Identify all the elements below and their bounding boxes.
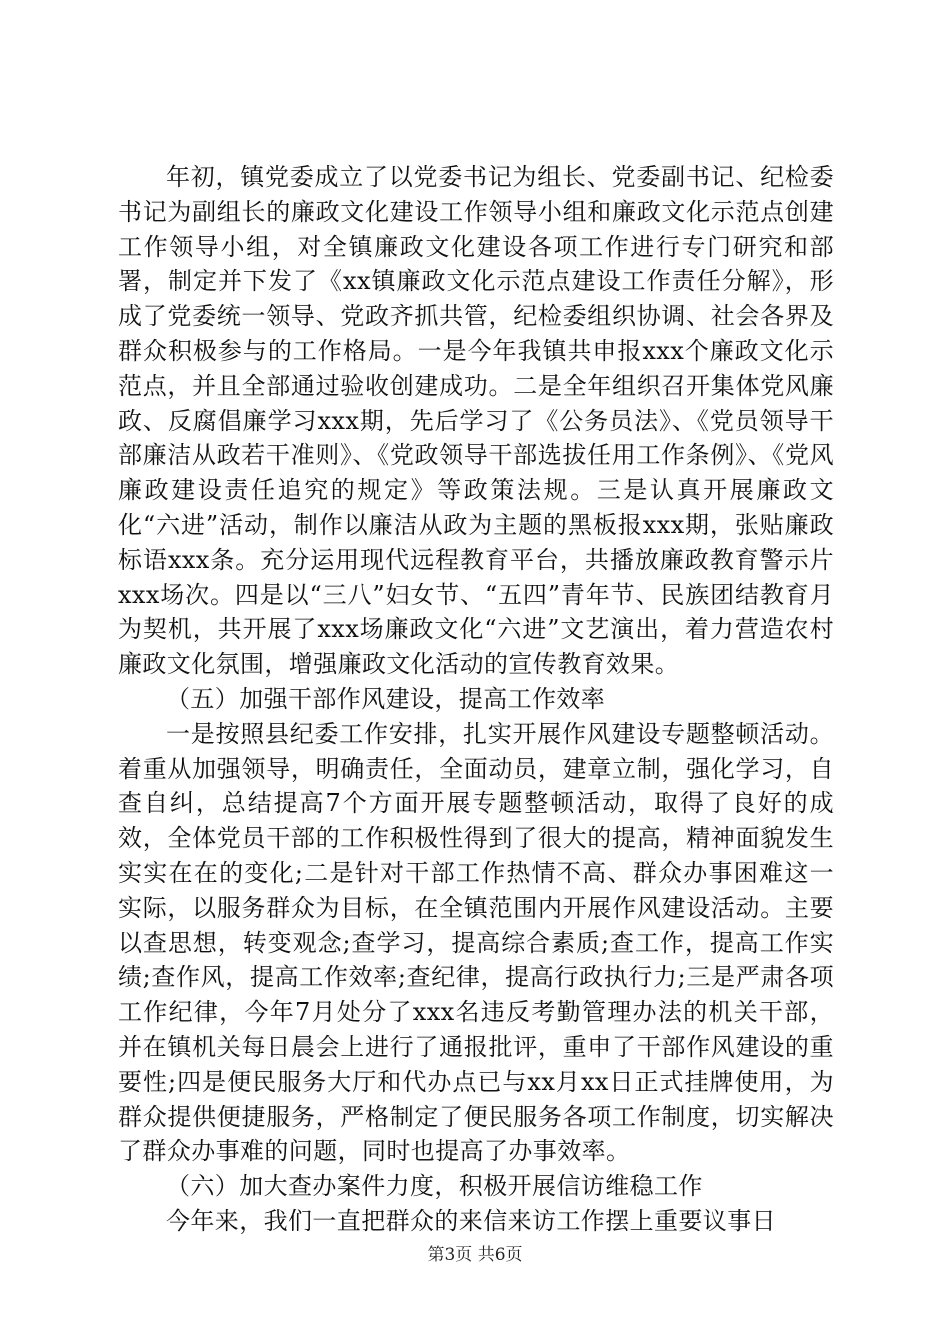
paragraph-anti-corruption-culture: 年初，镇党委成立了以党委书记为组长、党委副书记、纪检委书记为副组长的廉政文化建设工作领导小组和廉政文化示范点创建工作领导小组，对全镇廉政文化建设各项工作进行专门研究和部署，制定并下发了《xx镇廉政文化示范点建设工作责任分解》，形成了党委统一领导、党政齐抓共管，纪检委组织协调、社会各界及群众积极参与的工作格局。一是今年我镇共申报xxx个廉政文化示范点，并且全部通过验收创建成功。二是全年组织召开集体党风廉政、反腐倡廉学习xxx期，先后学习了《公务员法》、《党员领导干部廉洁从政若干准则》、《党政领导干部选拔任用工作条例》、《党风廉政建设责任追究的规定》等政策法规。三是认真开展廉政文化“六进”活动，制作以廉洁从政为主题的黑板报xxx期，张贴廉政标语xxx条。充分运用现代远程教育平台，共播放廉政教育警示片xxx场次。四是以“三八”妇女节、“五四”青年节、民族团结教育月为契机，共开展了xxx场廉政文化“六进”文艺演出，着力营造农村廉政文化氛围，增强廉政文化活动的宣传教育效果。: [118, 163, 834, 679]
section-heading-6: （六）加大查办案件力度，积极开展信访维稳工作: [166, 1172, 703, 1201]
paragraph-petitions: 今年来，我们一直把群众的来信来访工作摆上重要议事日: [166, 1206, 776, 1235]
document-body: [118, 160, 834, 1239]
paragraph-work-style: 一是按照县纪委工作安排，扎实开展作风建设专题整顿活动。着重从加强领导，明确责任，全面动员，建章立制，强化学习，自查自纠，总结提高7个方面开展专题整顿活动，取得了良好的成效，全体党员干部的工作积极性得到了很大的提高，精神面貌发生实实在在的变化;二是针对干部工作热情不高、群众办事困难这一实际，以服务群众为目标，在全镇范围内开展作风建设活动。主要以查思想，转变观念;查学习，提高综合素质;查工作，提高工作实绩;查作风，提高工作效率;查纪律，提高行政执行力;三是严肃各项工作纪律，今年7月处分了xxx名违反考勤管理办法的机关干部，并在镇机关每日晨会上进行了通报批评，重申了干部作风建设的重要性;四是便民服务大厅和代办点已与xx月xx日正式挂牌使用，为群众提供便捷服务，严格制定了便民服务各项工作制度，切实解决了群众办事难的问题，同时也提高了办事效率。: [118, 719, 834, 1166]
page-footer: 第3页 共6页: [427, 1245, 523, 1265]
section-heading-5: （五）加强干部作风建设，提高工作效率: [166, 684, 606, 713]
